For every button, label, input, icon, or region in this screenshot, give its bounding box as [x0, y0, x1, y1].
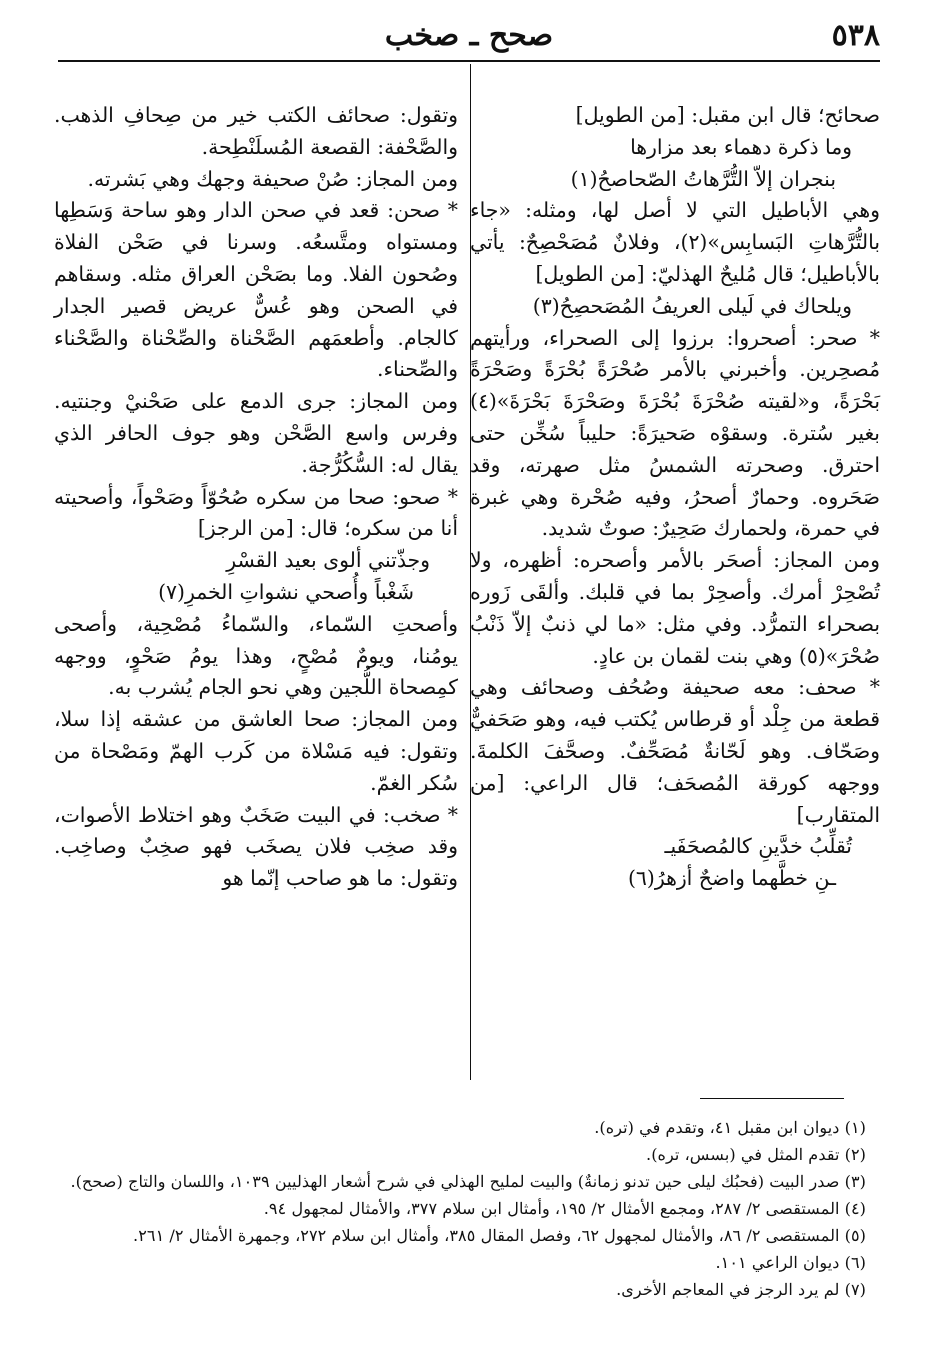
footnote: (٧) لم يرد الرجز في المعاجم الأخرى.	[616, 1280, 866, 1299]
verse-line: وما ذكرة دهماء بعد مزارها	[630, 134, 852, 159]
verse-line: شَغْباً وأُصحي نشواتِ الخمرِ(٧)	[158, 579, 414, 604]
left-column	[54, 100, 458, 895]
footnote: (٦) ديوان الراعي ١٠١.	[715, 1253, 866, 1272]
entry-sakhb: * صخب: في البيت صَخَبٌ وهو اختلاط الأصوات، وقد صخِب فلان يصخَب فهو صخِبٌ وصاخِب. وتقول: ما هو صاحب إنّما هو	[54, 802, 458, 891]
entry-majaz: ومن المجاز: جرى الدمع على صَحْنيْ وجنتيه. وفرس واسع الصَّحْن وهو جوف الحافر الذي يقال له: السُّكُرُّجة.	[54, 389, 458, 477]
verse-line: بنجران إلاّ التُّرَّهاتُ الصّحاصحُ(١)	[570, 166, 836, 191]
entry-intro: صحائح؛ قال ابن مقبل: [من الطويل]	[575, 103, 880, 127]
entry-sahn: * صحن: قعد في صحن الدار وهو ساحة وَسَطِها ومستواه ومتَّسعُه. وسرنا في صَحْن الفلاة وصُحون الفلا. وما بصَحْن العراق مثله. وسقاهم في الصحن وهو عُسٌّ عريض قصير الجدار كالجام. وأطعمَهم الصَّحْناة والصِّحْناة والصَّحْناء والصِّحناء.	[54, 198, 458, 382]
verse-line: وجذّتني ألوى بعيد القسْرِ	[226, 548, 430, 573]
footnote: (٣) صدر البيت (فحبُك ليلى حين تدنو زمانةٌ) والبيت لمليح الهذلي في شرح أشعار الهذليين ١٠٣٩، واللسان والتاج (صحح).	[70, 1172, 866, 1191]
header-rule	[58, 60, 880, 62]
entry-majaz: ومن المجاز: أصحَر بالأمر وأصحره: أظهره، ولا تُصْحِرْ أمرك. وأصحِرْ بما في قلبك. وألقَى زَوره بصحراء التمرُّد. وفي مثل: «ما لي ذنبٌ إلاّ ذَنْبُ صُحْرَ»(٥) وهي بنت لقمان بن عادٍ.	[470, 548, 880, 668]
entry-paragraph: وتقول: صحائف الكتب خير من صِحافِ الذهب. والصَّحْفة: القصعة المُسلَنْطِحة.	[54, 103, 458, 159]
entry-majaz: ومن المجاز: صحا العاشق من عشقه إذا سلا، وتقول: فيه مَسْلاة من كَرب الهمّ ومَصْحاة من سُكر الغمّ.	[54, 707, 458, 795]
entry-sahf: * صحف: معه صحيفة وصُحُف وصحائف وهي قطعة من جِلْد أو قرطاس يُكتب فيه، وهو صَحَفيٌّ وصَحّاف. وهو لَحّانةٌ مُصَحِّفٌ. وصحَّفَ الكلمةَ. ووجهه كورقة المُصحَف؛ قال الراعي: [من المتقارب]	[470, 675, 880, 827]
running-title: صحح ـ صخب	[384, 18, 554, 53]
right-column	[470, 100, 880, 895]
entry-sahw: * صحو: صحا من سكره صُحُوّاً وصَحْواً، وأصحيته أنا من سكره؛ قال: [من الرجز]	[54, 484, 458, 541]
entry-majaz: ومن المجاز: صُنْ صحيفة وجهك وهي بَشرته.	[87, 166, 458, 191]
verse-line: تُقلِّبُ خدَّينِ كالمُصحَفَيـ	[664, 834, 852, 859]
entry-sahr: * صحر: أصحروا: برزوا إلى الصحراء، ورأيتهم مُصحِرين. وأخبرني بالأمر صُحْرَةً بُحْرَةً وصَحْرَةً بَحْرَةً، و«لقيته صُحْرَةَ بُحْرَةَ وصَحْرَةَ بَحْرَةَ»(٤) بغير سُترة. وسقوْه صَحيرَةً: حليباً سُخِّن حتى احترق. وصحرته الشمسُ مثل صهرته، وقد صَحَروه. وحمارٌ أصحرُ، وفيه صُحْرة وهي غبرة في حمرة، ولحمارك صَحِيرٌ: صوتٌ شديد.	[470, 325, 880, 541]
page-number: ٥٣٨	[831, 18, 880, 53]
entry-paragraph: وهي الأباطيل التي لا أصل لها، ومثله: «جاء بالتُّرَّهاتِ البَسابِس»(٢)، وفلانٌ مُصَحْصِحٌ: يأتي بالأباطيل؛ قال مُليحٌ الهذليّ: [من الطويل]	[470, 198, 880, 286]
entry-paragraph: وأصحتِ السّماء، والسّماءُ مُصْحِية، وأصحى يومُنا، ويومٌ مُصْحٍ، وهذا يومُ صَحْوٍ، ووجهه كمِصحاة اللُّجين وهي نحو الجام يُشرب به.	[54, 611, 458, 700]
footnote: (٥) المستقصى ٢/ ٨٦، والأمثال لمجهول ٦٢، وفصل المقال ٣٨٥، وأمثال ابن سلام ٢٧٢، وجمهرة الأمثال ٢/ ٢٦١.	[133, 1226, 866, 1245]
footnote: (٤) المستقصى ٢/ ٢٨٧، ومجمع الأمثال ٢/ ١٩٥، وأمثال ابن سلام ٣٧٧، والأمثال لمجهول ٩٤.	[263, 1199, 866, 1218]
page-header	[58, 14, 880, 58]
verse-line: ـنِ خطَّهما واضحٌ أزهرُ(٦)	[627, 866, 836, 891]
footnote: (٢) تقدم المثل في (بسس، تره).	[646, 1145, 866, 1164]
footnote-rule	[700, 1098, 844, 1099]
footnote: (١) ديوان ابن مقبل ٤١، وتقدم في (تره).	[594, 1118, 866, 1137]
verse-line: ويلحاك في لَيلى العريفُ المُصَحصِحُ(٣)	[532, 293, 852, 318]
footnotes	[56, 1114, 866, 1303]
